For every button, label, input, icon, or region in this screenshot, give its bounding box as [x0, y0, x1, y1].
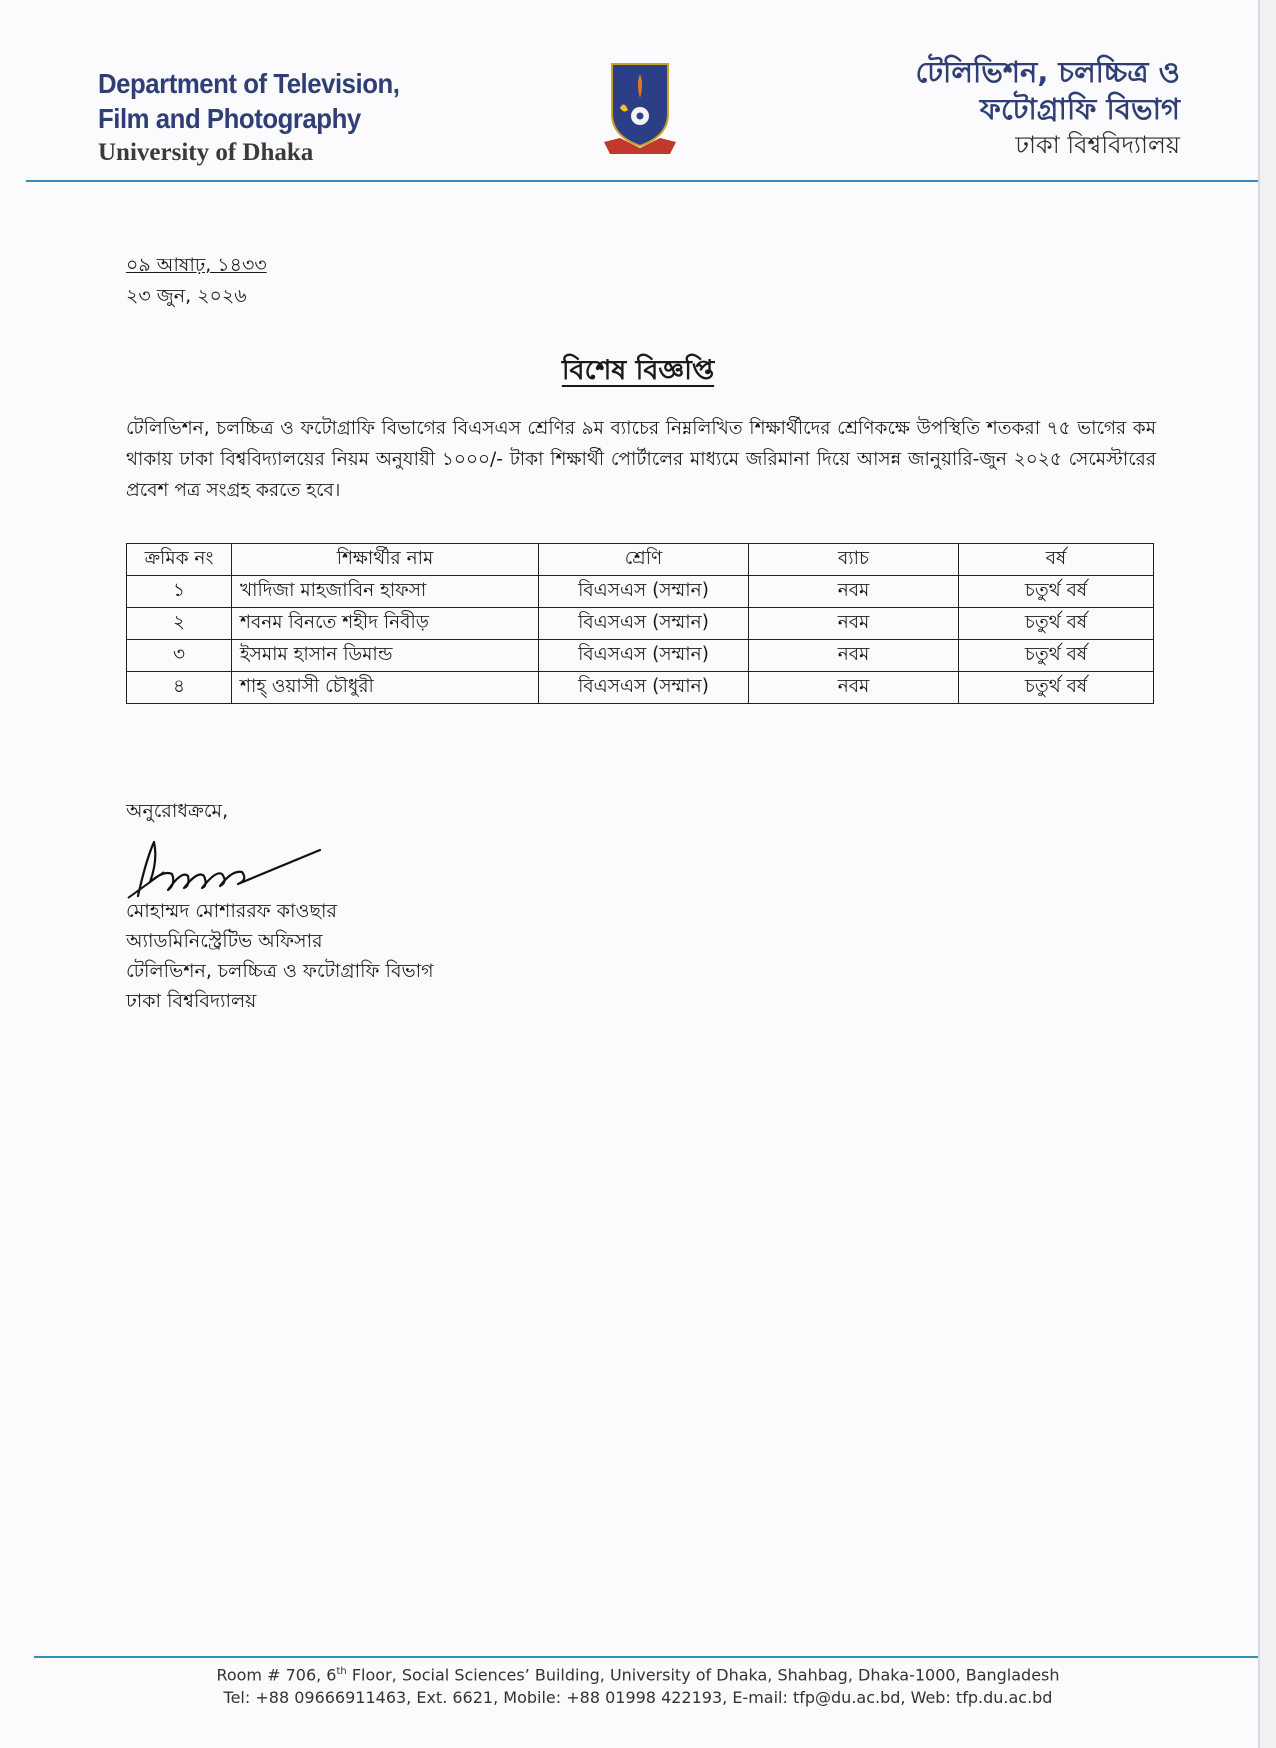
cell-name: শাহ্ ওয়াসী চৌধুরী: [232, 672, 539, 704]
notice-body: টেলিভিশন, চলচ্চিত্র ও ফটোগ্রাফি বিভাগের বিএসএস শ্রেণির ৯ম ব্যাচের নিম্নলিখিত শিক্ষার্থীদের শ্রেণিকক্ষে উপস্থিতি শতকরা ৭৫ ভাগের কম থাকায় ঢাকা বিশ্ববিদ্যালয়ের নিয়ম অনুযায়ী ১০০০/- টাকা শিক্ষার্থী পোর্টালের মাধ্যমে জরিমানা দিয়ে আসন্ন জানুয়ারি-জুন ২০২৫ সেমেস্টারের প্রবেশ পত্র সংগ্রহ করতে হবে।: [126, 418, 1156, 501]
cell-class: বিএসএস (সম্মান): [539, 608, 749, 640]
signer-university: ঢাকা বিশ্ববিদ্যালয়: [126, 990, 257, 1012]
col-header-name: শিক্ষার্থীর নাম: [232, 544, 539, 576]
cell-year: চতুর্থ বর্ষ: [959, 608, 1154, 640]
table-row: [127, 576, 1154, 608]
footer-address: [0, 1660, 1276, 1686]
student-table: [126, 543, 1154, 704]
footer-address-ordinal: th: [336, 1666, 347, 1677]
cell-year: চতুর্থ বর্ষ: [959, 576, 1154, 608]
footer-address-start: Room # 706, 6: [216, 1665, 337, 1685]
signer-department: টেলিভিশন, চলচ্চিত্র ও ফটোগ্রাফি বিভাগ: [126, 960, 434, 982]
cell-class: বিএসএস (সম্মান): [539, 640, 749, 672]
cell-class: বিএসএস (সম্মান): [539, 672, 749, 704]
date-gregorian: ২৩ জুন, ২০২৬: [126, 285, 247, 307]
signer-block: [126, 896, 434, 1016]
cell-batch: নবম: [749, 576, 959, 608]
cell-name: ইসমাম হাসান ডিমান্ড: [232, 640, 539, 672]
university-crest-logo: [600, 58, 680, 162]
footer-contact: Tel: +88 09666911463, Ext. 6621, Mobile: +88 01998 422193, E-mail: tfp@du.ac.bd, Web: tfp.du.ac.bd: [223, 1688, 1053, 1708]
cell-serial: ২: [127, 608, 232, 640]
header-divider: [26, 180, 1258, 182]
notice-title: [0, 350, 1276, 395]
footer: [0, 1660, 1276, 1709]
university-name-bn: ঢাকা বিশ্ববিদ্যালয়: [1015, 131, 1180, 159]
signer-designation: অ্যাডমিনিস্ট্রেটিভ অফিসার: [126, 930, 323, 952]
department-name-en-line2: Film and Photography: [98, 103, 361, 134]
handwritten-signature: [124, 830, 324, 904]
cell-batch: নবম: [749, 672, 959, 704]
university-name-en: University of Dhaka: [98, 139, 314, 166]
footer-address-end: Floor, Social Sciences’ Building, University of Dhaka, Shahbag, Dhaka-1000, Bangladesh: [346, 1665, 1060, 1685]
cell-serial: ১: [127, 576, 232, 608]
cell-serial: ৩: [127, 640, 232, 672]
department-name-bn-line2: ফটোগ্রাফি বিভাগ: [979, 92, 1180, 126]
table-header-row: [127, 544, 1154, 576]
col-header-year: বর্ষ: [959, 544, 1154, 576]
cell-serial: ৪: [127, 672, 232, 704]
col-header-batch: ব্যাচ: [749, 544, 959, 576]
cell-class: বিএসএস (সম্মান): [539, 576, 749, 608]
notice-title-text: বিশেষ বিজ্ঞপ্তি: [561, 355, 715, 386]
department-name-en-line1: Department of Television,: [98, 68, 400, 99]
date-bangla-calendar: ০৯ আষাঢ়, ১৪৩৩: [126, 254, 267, 276]
cell-name: শবনম বিনতে শহীদ নিবীড়: [232, 608, 539, 640]
cell-year: চতুর্থ বর্ষ: [959, 672, 1154, 704]
cell-batch: নবম: [749, 640, 959, 672]
date-block: [126, 250, 267, 312]
signer-name: মোহাম্মদ মোশাররফ কাওছার: [126, 900, 337, 922]
cell-year: চতুর্থ বর্ষ: [959, 640, 1154, 672]
col-header-serial: ক্রমিক নং: [127, 544, 232, 576]
col-header-class: শ্রেণি: [539, 544, 749, 576]
cell-name: খাদিজা মাহজাবিন হাফসা: [232, 576, 539, 608]
header-bengali-block: [915, 54, 1180, 162]
table-row: [127, 640, 1154, 672]
table-row: [127, 672, 1154, 704]
footer-divider: [34, 1656, 1258, 1658]
department-name-bn-line1: টেলিভিশন, চলচ্চিত্র ও: [915, 55, 1180, 89]
header-english-block: [98, 66, 426, 170]
closing-text: অনুরোধক্রমে,: [126, 800, 229, 822]
table-row: [127, 608, 1154, 640]
cell-batch: নবম: [749, 608, 959, 640]
